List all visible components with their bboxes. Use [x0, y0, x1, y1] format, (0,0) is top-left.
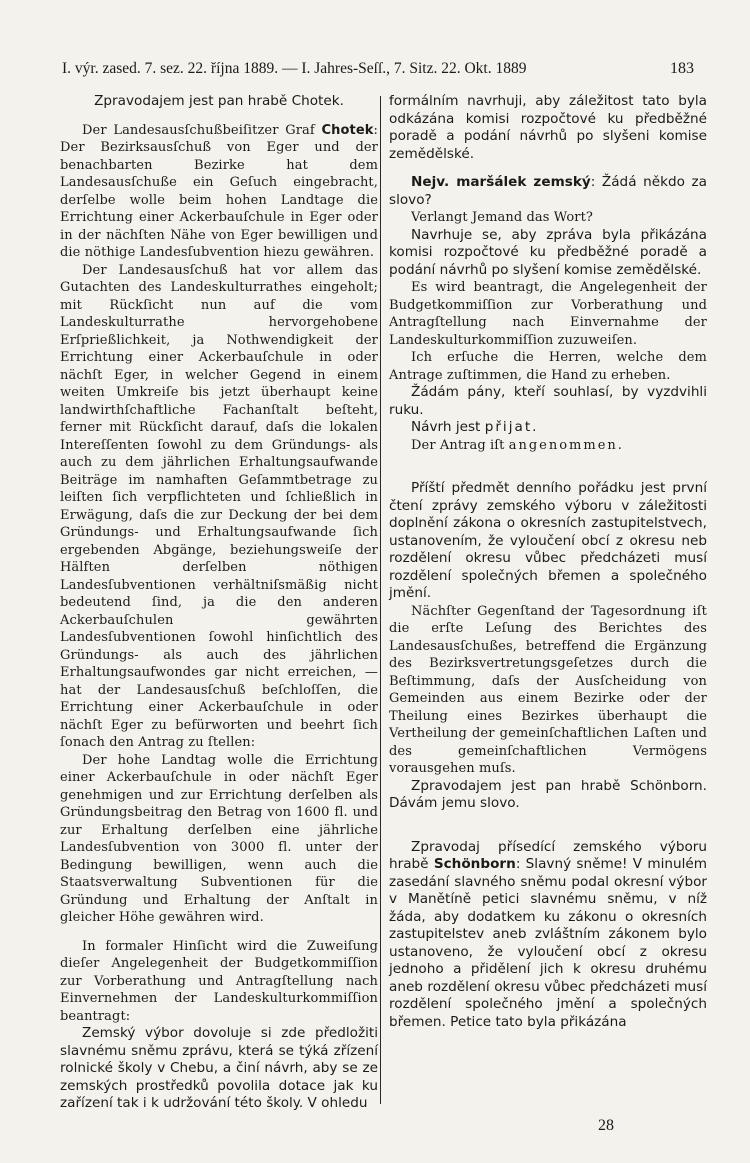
result-de: Der Antrag iſt angenommen. [411, 437, 624, 453]
speech-schonborn: Zpravodaj přísedící zemského výboru hrabě Schönborn: Slavný sněme! V minulém zasedání slavného sněmu podal okresní výbor v Manětíně petici slavnému sněmu, v níž žáda, aby dodatkem ku zákonu o okresních zastupitelstev aneb zvláštním zákonem bylo ustanoveno, že vyloučení obcí z okresu jednoho a přidělení jich k okresu druhému aneb rozdělení okresu vůbec předcházeti musí rozdělení společného jmění a společných břemen. Petice tato byla přikázána [389, 838, 707, 1030]
result-cz: Návrh jest přijat. [411, 419, 539, 435]
right-column [389, 93, 707, 1031]
paragraph: Der Landesausſchuß hat vor allem das Gutachten des Landeskulturrathes eingeholt; mit Rückſicht nun auf die vom Landeskulturrathe hervorgehobene Erſprießlichkeit, ja Nothwendigkeit der Errichtung einer Ackerbauſchule in oder nächſt Eger, in welcher Gegend in einem weiten Umkreiſe bis jetzt überhaupt keine landwirthſchaftliche Fachanſtalt beſteht, ferner mit Rückſicht darauf, daſs die lokalen Intereſſenten ſowohl zu dem Gründungs- als auch zu dem jährlichen Erhaltungsaufwande Beiträge im namhaften Geſammtbetrage zu leiſten ſich verpflichteten und ſchließlich in Erwägung, daſs die zur Deckung der bei dem Gründungs- und Erhaltungsaufwande ſich ergebenden Abgänge, beziehungsweiſe der Hälften derſelben nöthigen Landesſubventionen verhältniſsmäßig nicht bedeutend ſind, ja die den anderen Ackerbauſchulen gewährten Landesſubventionen ſowohl hinſichtlich des Gründungs- als auch des jährlichen Erhaltungsaufwondes gar nicht erreichen, — hat der Landesausſchuß beſchloſſen, die Errichtung einer Ackerbauſchule in oder nächſt Eger zu befürworten und beehrt ſich ſonach den Antrag zu ſtellen: [60, 262, 378, 750]
speaker-name: Schönborn [433, 856, 516, 872]
paragraph: Der hohe Landtag wolle die Errichtung einer Ackerbauſchule in oder nächſt Eger genehmigen und zur Errichtung derſelben als Gründungsbeitrag den Betrag von 1600 fl. und zur Erhaltung derſelben eine jährliche Landesſubvention von 3000 fl. unter der Bedingung bewilligen, wenn auch die Staatsverwaltung Subventionen für die Gründung und Erhaltung der Anſtalt in gleicher Höhe gewähren wird. [60, 752, 378, 925]
signature-number: 28 [598, 1117, 614, 1134]
running-header [62, 60, 694, 78]
paragraph: Verlangt Jemand das Wort? [411, 210, 593, 225]
speech-chotek: Der Landesausſchußbeiſitzer Graf Chotek: Der Bezirksausſchuß von Eger und der benachbarten Bezirke hat dem Landesausſchuße ein Geſuch eingebracht, derſelbe wolle beim hohen Landtage die Errichtung einer Ackerbauſchule in Eger oder in der nächſten Nähe von Eger bewilligen und die nöthige Landesſubvention hiezu gewähren. [60, 122, 378, 260]
speaker-name: Chotek [321, 122, 374, 138]
paragraph: Es wird beantragt, die Angelegenheit der Budgetkommiſſion zur Vorberathung und Antragſtellung nach Einvernahme der Landeskulturkommiſſion zuzuweiſen. [389, 280, 707, 348]
speech-marshal: Nejv. maršálek zemský: Žádá někdo za slovo? [389, 174, 707, 208]
paragraph: Navrhuje se, aby zpráva byla přikázána komisi rozpočtové ku předběžné poradě a podání návrhů po slyšení komise zemědělské. [389, 226, 707, 278]
agenda-item-cz: Příští předmět denního pořádku jest první čtení zprávy zemského výboru v záležitosti doplnění zákona o okresních zastupitelstvech, ustanovením, že vyloučení obcí z okresu neb rozdělení okresu vůbec předcházeti musí rozdělení společných břemen a společného jmění. [389, 480, 707, 601]
agenda-item-de: Nächſter Gegenſtand der Tagesordnung iſt die erſte Leſung des Berichtes des Landesausſchußes, betreffend die Ergänzung des Bezirksvertretungsgeſetzes durch die Beſtimmung, daſs der Ausſcheidung von Gemeinden aus einem Bezirke oder der Theilung eines Bezirkes überhaupt die Vertheilung der gemeinſchaftlichen Laſten und des gemeinſchaftlichen Vermögens vorausgehen muſs. [389, 603, 707, 776]
speaker-name: Nejv. maršálek zemský [411, 174, 591, 190]
paragraph: Zemský výbor dovoluje si zde předložiti slavnému sněmu zprávu, která se týká zřízení rolnické školy v Chebu, a činí návrh, aby se ze zemských prostředků povolila dotace jak ku zařízení tak i k udržování této školy. V ohledu [60, 1025, 378, 1111]
rapporteur-line: Zpravodajem jest pan hrabě Schönborn. Dávám jemu slovo. [389, 777, 707, 811]
paragraph: Žádám pány, kteří souhlasí, by vyzdvihli ruku. [389, 384, 707, 418]
paragraph: In formaler Hinſicht wird die Zuweiſung dieſer Angelegenheit der Budgetkommiſſion zur Vorberathung und Antragſtellung nach Einvernehmen der Landeskulturkommiſſion beantragt: [60, 938, 378, 1024]
paragraph: formálním navrhuji, aby záležitost tato byla odkázána komisi rozpočtové ku předběžné poradě a podání návrhů po slyšeni komise zemědělské. [389, 93, 707, 162]
paragraph: Ich erſuche die Herren, welche dem Antrage zuſtimmen, die Hand zu erheben. [389, 350, 707, 383]
column-divider [380, 96, 381, 1104]
left-column [60, 93, 378, 1113]
rapporteur-line: Zpravodajem jest pan hrabě Chotek. [94, 93, 344, 109]
header-title: I. výr. zased. 7. sez. 22. října 1889. — I. Jahres-Seſſ., 7. Sitz. 22. Okt. 1889 [62, 60, 527, 77]
page-number: 183 [670, 60, 694, 77]
